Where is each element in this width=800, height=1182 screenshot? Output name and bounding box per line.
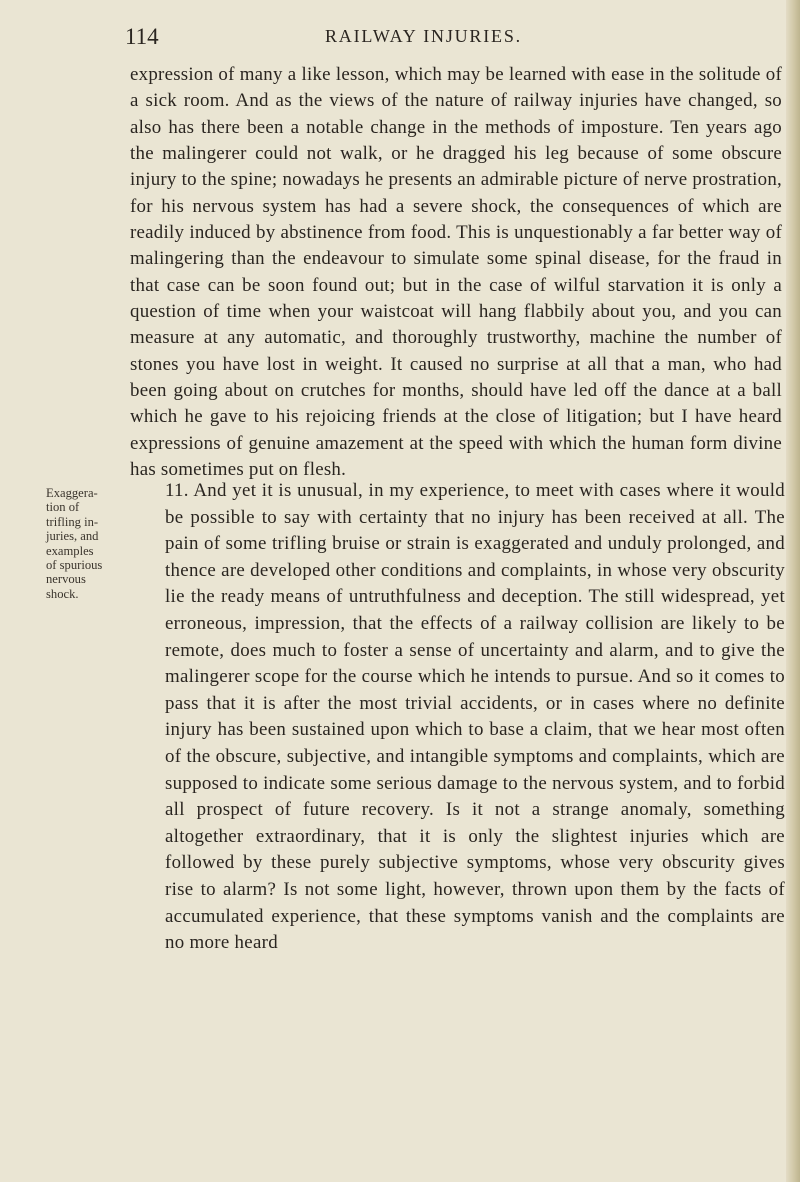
section-number: 11. — [165, 480, 189, 501]
page-edge — [786, 0, 800, 1182]
sidenote-line: examples — [46, 543, 94, 558]
running-head — [125, 20, 785, 54]
marginal-sidenote — [46, 486, 150, 601]
section-paragraph — [165, 478, 785, 957]
sidenote-line: nervous — [46, 572, 86, 587]
body-paragraph: expression of many a like lesson, which may be learned with ease in the solitude of a sick room. And as the views of the nature of railway injuries have changed, so also has there been a notable change in the methods of imposture. Ten years ago the malingerer could not walk, or he dragged his leg because of some obscure injury to the spine; nowadays he presents an admirable picture of nerve prostration, for his nervous system has had a severe shock, the consequences of which are readily induced by abstinence from food. This is unquestionably a far better way of malingering than the endeavour to simulate some spinal disease, for the fraud in that case can be soon found out; but in the case of wilful starvation it is only a question of time when your waistcoat will hang flabbily about you, and you can measure at any automatic, and thoroughly trustworthy, machine the number of stones you have lost in weight. It caused no surprise at all that a man, who had been going about on crutches for months, should have led off the dance at a ball which he gave to his rejoicing friends at the close of litigation; but I have heard expressions of genuine amazement at the speed with which the human form divine has sometimes put on flesh. — [130, 64, 782, 481]
sidenote-line: shock. — [46, 586, 79, 601]
running-title: RAILWAY INJURIES. — [325, 26, 522, 46]
sidenote-line: Exaggera- — [46, 486, 98, 500]
section-paragraph-text: And yet it is unusual, in my experience, to meet with cases where it would be possible to say with certainty that no injury has been received at all. The pain of some trifling bruise or strain is exaggerated and unduly prolonged, and thence are developed other conditions and complaints, in whose very obscurity lie the ready means of untruthfulness and deception. The still widespread, yet erroneous, impression, that the effects of a railway collision are likely to be remote, does much to foster a sense of uncertainty and alarm, and to give the malingerer scope for the course which he intends to pursue. And so it comes to pass that it is after the most trivial accidents, or in cases where no definite injury has been sustained upon which to base a claim, that we hear most often of the obscure, subjective, and intangible symptoms and complaints, which are supposed to indicate some serious damage to the nervous system, and to forbid all prospect of future recovery. Is it not a strange anomaly, something altogether extraordinary, that it is only the slightest injuries which are followed by these purely subjective symptoms, whose very obscurity gives rise to alarm? Is not some light, however, thrown upon them by the facts of accumulated experience, that these symptoms vanish and the complaints are no more heard — [165, 480, 785, 954]
sidenote-line: tion of — [46, 500, 80, 515]
sidenote-line: juries, and — [46, 529, 99, 544]
page-number: 114 — [125, 24, 159, 49]
sidenote-line: of spurious — [46, 558, 103, 573]
sidenote-line: trifling in- — [46, 514, 99, 529]
